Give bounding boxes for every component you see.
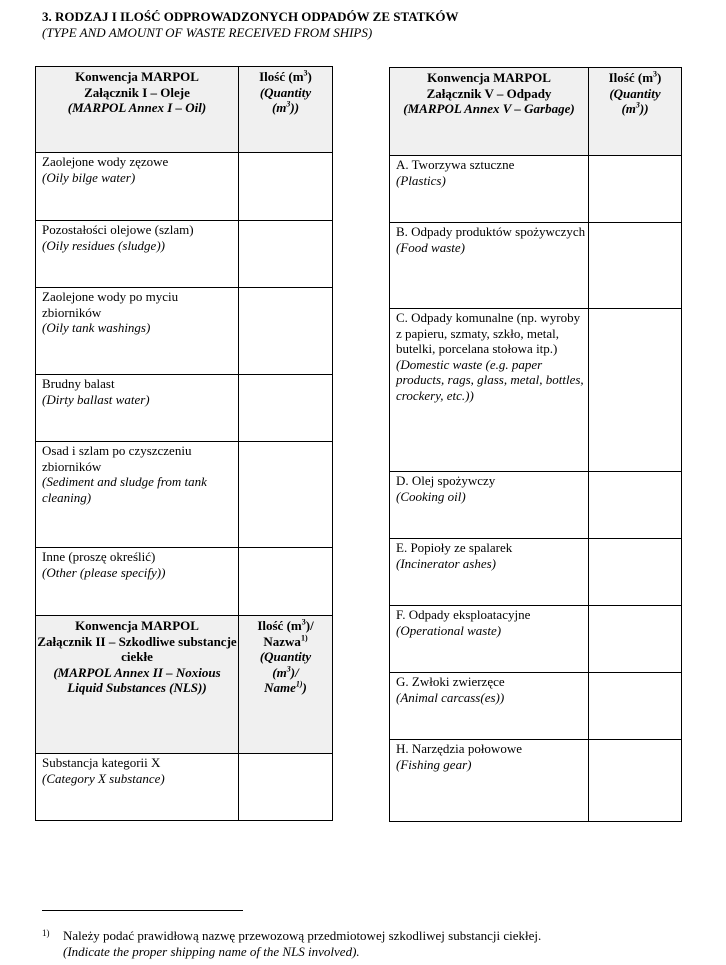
- annex-2-header: [36, 616, 239, 754]
- table-row: E. Popioły ze spalarek (Incinerator ashes): [390, 539, 682, 606]
- table-row: Zaolejone wody po myciu zbiorników (Oily tank washings): [36, 288, 333, 375]
- quantity-field[interactable]: [239, 442, 333, 548]
- table-row: H. Narzędzia połowowe (Fishing gear): [390, 740, 682, 822]
- annex-2-header-en: (MARPOL Annex II – Noxious Liquid Substances (NLS)): [53, 664, 221, 695]
- quantity-field[interactable]: [589, 472, 682, 539]
- annex-1-header-l1: Konwencja MARPOL: [75, 69, 199, 84]
- section-subtitle: (TYPE AND AMOUNT OF WASTE RECEIVED FROM SHIPS): [42, 25, 373, 40]
- quantity-field[interactable]: [589, 223, 682, 309]
- quantity-field[interactable]: [589, 539, 682, 606]
- quantity-field[interactable]: [589, 606, 682, 673]
- annex-5-header-row: [390, 68, 682, 156]
- table-row: D. Olej spożywczy (Cooking oil): [390, 472, 682, 539]
- quantity-field[interactable]: [239, 375, 333, 442]
- annex-2-header-row: [36, 616, 333, 754]
- annex-1-qty-header: Ilość $(m^3)$ (Quantity $(m^3)$): [239, 67, 333, 153]
- footnote-translation: (Indicate the proper shipping name of the NLS involved).: [63, 944, 360, 959]
- quantity-field[interactable]: [239, 288, 333, 375]
- annex-1-header-row: [36, 67, 333, 153]
- annex-1-header: [36, 67, 239, 153]
- quantity-field[interactable]: [239, 548, 333, 616]
- quantity-field[interactable]: [589, 740, 682, 822]
- quantity-field[interactable]: [239, 153, 333, 221]
- annex-1-header-l2: Załącznik I – Oleje: [84, 84, 190, 100]
- annex-5-qty-header: Ilość $(m^3)$ (Quantity $(m^3)$): [589, 68, 682, 156]
- footnote-divider: [42, 910, 243, 911]
- quantity-field[interactable]: [239, 754, 333, 821]
- table-row: Substancja kategorii X (Category X substance): [36, 754, 333, 821]
- quantity-field[interactable]: [589, 156, 682, 223]
- annex-2-qty-header: Ilość $(m^3)/$ Nazwa$^{1)}$ (Quantity $(m^3)/$ Name$^{1)}$): [239, 616, 333, 754]
- table-row: G. Zwłoki zwierzęce (Animal carcass(es)): [390, 673, 682, 740]
- quantity-field[interactable]: [589, 673, 682, 740]
- table-row: A. Tworzywa sztuczne (Plastics): [390, 156, 682, 223]
- annex-1-header-en: (MARPOL Annex I – Oil): [67, 100, 207, 115]
- annex-5-header: [390, 68, 589, 156]
- table-row: C. Odpady komunalne (np. wyroby z papieru, szmaty, szkło, metal, butelki, porcelana stołowa itp.) (Domestic waste (e.g. paper products, rags, glass, metal, bottles, crockery, etc.)): [390, 309, 682, 472]
- annex-5-header-l1: Konwencja MARPOL: [427, 70, 551, 85]
- table-row: Zaolejone wody zęzowe (Oily bilge water): [36, 153, 333, 221]
- quantity-field[interactable]: [239, 221, 333, 288]
- table-row: F. Odpady eksploatacyjne (Operational waste): [390, 606, 682, 673]
- annex-2-header-l1: Konwencja MARPOL: [75, 618, 199, 633]
- table-row: Brudny balast (Dirty ballast water): [36, 375, 333, 442]
- annex-2-header-l2: Załącznik II – Szkodliwe substancje ciekłe: [37, 633, 237, 664]
- annex-5-header-en: (MARPOL Annex V – Garbage): [403, 101, 575, 116]
- annex-5-header-l2: Załącznik V – Odpady: [426, 85, 552, 101]
- table-row: B. Odpady produktów spożywczych (Food waste): [390, 223, 682, 309]
- annex-1-2-table: [35, 66, 333, 821]
- annex-5-table: [389, 67, 682, 822]
- section-title: 3. RODZAJ I ILOŚĆ ODPROWADZONYCH ODPADÓW ZE STATKÓW: [42, 9, 459, 24]
- table-row: Pozostałości olejowe (szlam) (Oily residues (sludge)): [36, 221, 333, 288]
- table-row: Inne (proszę określić) (Other (please specify)): [36, 548, 333, 616]
- footnote-mark: 1): [42, 928, 50, 938]
- footnote-text: Należy podać prawidłową nazwę przewozową przedmiotowej szkodliwej substancji ciekłej.: [63, 928, 542, 943]
- quantity-field[interactable]: [589, 309, 682, 472]
- table-row: Osad i szlam po czyszczeniu zbiorników (Sediment and sludge from tank cleaning): [36, 442, 333, 548]
